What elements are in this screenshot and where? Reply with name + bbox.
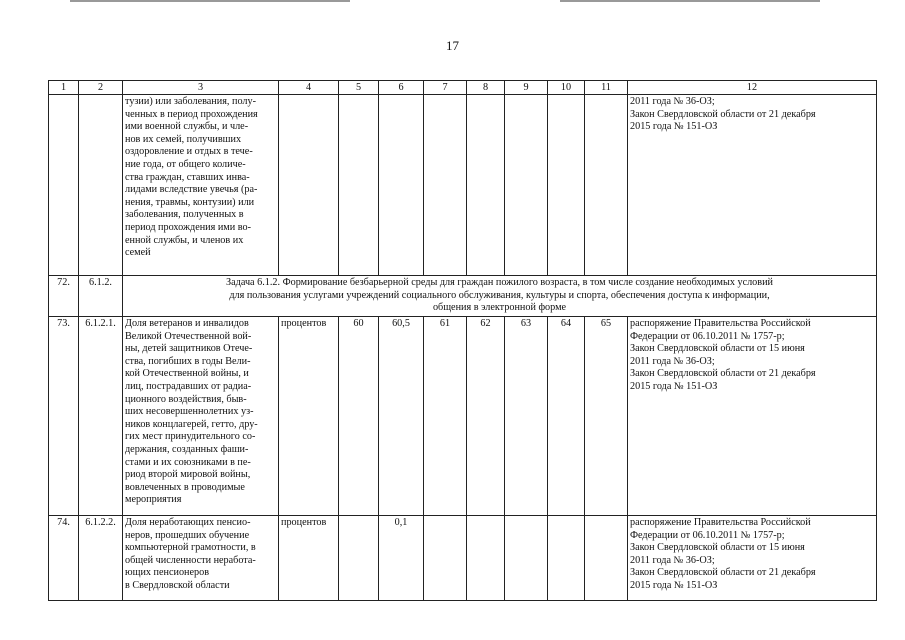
table-header-row [49,81,877,95]
indicator-line: нов их семей, получивших [125,133,242,145]
column-number: 3 [123,81,279,95]
column-number: 7 [424,81,467,95]
source-line: 2011 года № 36-ОЗ; [630,96,715,107]
value-cell [467,95,505,276]
value-cell [424,95,467,276]
value-cell [339,516,379,601]
scan-top-edge [560,0,820,2]
unit-cell: процентов [279,516,339,601]
task-row [49,276,877,317]
page-number: 17 [446,38,459,53]
indicator-line: период прохождения ими во- [125,221,251,233]
row-code-cell: 6.1.2.2. [79,516,123,601]
value-cell [379,95,424,276]
indicator-line: общей численности неработа- [125,554,256,566]
column-number: 10 [548,81,585,95]
indicator-line: ние года, от общего количе- [125,158,246,170]
row-number-cell: 74. [49,516,79,601]
value-cell [585,95,628,276]
value-cell: 61 [424,317,467,516]
task-title-line: для пользования услугами учреждений социального обслуживания, культуры и спорта, обеспечения доступа к информации, [229,289,770,301]
indicator-line: ников концлагерей, гетто, дру- [125,418,258,430]
indicator-line: Великой Отечественной вой- [125,330,252,342]
column-number: 4 [279,81,339,95]
indicator-line: Доля ветеранов и инвалидов [125,318,249,329]
task-title-line: общения в электронной форме [432,302,567,314]
indicator-line: ченных в период прохождения [125,108,258,120]
source-line: Федерации от 06.10.2011 № 1757-р; [630,529,785,541]
indicator-line: стами и их союзниками в пе- [125,456,251,468]
indicator-line: нения, травмы, контузии) или [125,196,255,208]
indicator-line: тузии) или заболевания, полу- [125,96,256,107]
source-cell [628,516,877,601]
indicator-line: неров, прошедших обучение [125,529,250,541]
source-line: 2015 года № 151-ОЗ [630,579,718,591]
source-line: Закон Свердловской области от 15 июня [630,542,805,554]
indicator-line: в Свердловской области [125,579,230,591]
indicator-line: ющих пенсионеров [125,567,210,579]
column-number: 8 [467,81,505,95]
indicator-line: ционного воздействия, быв- [125,393,247,405]
scan-top-edge [70,0,350,2]
source-cell [628,95,877,276]
value-cell [585,516,628,601]
value-cell [548,95,585,276]
indicator-line: риод второй мировой войны, [125,469,251,481]
source-line: 2011 года № 36-ОЗ; [630,355,715,367]
source-line: Закон Свердловской области от 21 декабря [630,368,816,380]
column-number: 12 [628,81,877,95]
indicator-line: ших несовершеннолетних уз- [125,406,254,418]
source-line: распоряжение Правительства Российской [630,318,811,329]
value-cell: 60 [339,317,379,516]
indicator-cell [123,516,279,601]
indicator-line: ства, погибших в годы Вели- [125,355,251,367]
value-cell [339,95,379,276]
indicator-line: Доля неработающих пенсио- [125,517,251,528]
source-cell [628,317,877,516]
value-cell [548,516,585,601]
indicators-table [48,80,877,601]
indicator-line: ны, детей защитников Отече- [125,343,253,355]
indicator-line: кой Отечественной войны, и [125,368,249,380]
row-code-cell: 6.1.2. [79,276,123,317]
row-number-cell: 73. [49,317,79,516]
task-title-line: Задача 6.1.2. Формирование безбарьерной среды для граждан пожилого возраста, в том числе создание необходимых условий [226,277,773,288]
row-number-cell: 72. [49,276,79,317]
row-code-cell [79,95,123,276]
indicator-line: енной службы, и членов их [125,234,244,246]
column-number: 6 [379,81,424,95]
source-line: Закон Свердловской области от 21 декабря [630,108,816,120]
value-cell: 60,5 [379,317,424,516]
indicator-line: семей [125,247,151,259]
column-number: 5 [339,81,379,95]
source-line: Закон Свердловской области от 15 июня [630,343,805,355]
indicator-line: лидами вследствие увечья (ра- [125,184,258,196]
indicator-line: лиц, пострадавших от радиа- [125,380,252,392]
value-cell [505,516,548,601]
indicator-line: компьютерной грамотности, в [125,542,256,554]
value-cell: 62 [467,317,505,516]
source-line: Закон Свердловской области от 21 декабря [630,567,816,579]
source-line: Федерации от 06.10.2011 № 1757-р; [630,330,785,342]
value-cell: 64 [548,317,585,516]
row-code-cell: 6.1.2.1. [79,317,123,516]
indicator-line: ства граждан, ставших инва- [125,171,250,183]
value-cell [424,516,467,601]
task-title-cell [123,276,877,317]
indicator-cell [123,317,279,516]
indicator-line: держания, созданных фаши- [125,443,249,455]
column-number: 9 [505,81,548,95]
indicator-line: вовлеченных в проводимые [125,481,245,493]
column-number: 2 [79,81,123,95]
table-row-continued [49,95,877,276]
indicator-line: гих мест принудительного со- [125,431,256,443]
indicator-line: оздоровление и отдых в тече- [125,146,253,158]
indicator-line: заболевания, полученных в [125,209,244,221]
value-cell: 0,1 [379,516,424,601]
value-cell [505,95,548,276]
source-line: 2015 года № 151-ОЗ [630,121,718,133]
table-row [49,317,877,516]
table-row [49,516,877,601]
value-cell: 65 [585,317,628,516]
source-line: 2015 года № 151-ОЗ [630,380,718,392]
unit-cell: процентов [279,317,339,516]
column-number: 11 [585,81,628,95]
source-line: распоряжение Правительства Российской [630,517,811,528]
row-number-cell [49,95,79,276]
indicator-line: ими военной службы, и чле- [125,121,249,133]
unit-cell [279,95,339,276]
source-line: 2011 года № 36-ОЗ; [630,554,715,566]
indicator-line: мероприятия [125,494,182,506]
value-cell [467,516,505,601]
value-cell: 63 [505,317,548,516]
indicator-cell [123,95,279,276]
column-number: 1 [49,81,79,95]
